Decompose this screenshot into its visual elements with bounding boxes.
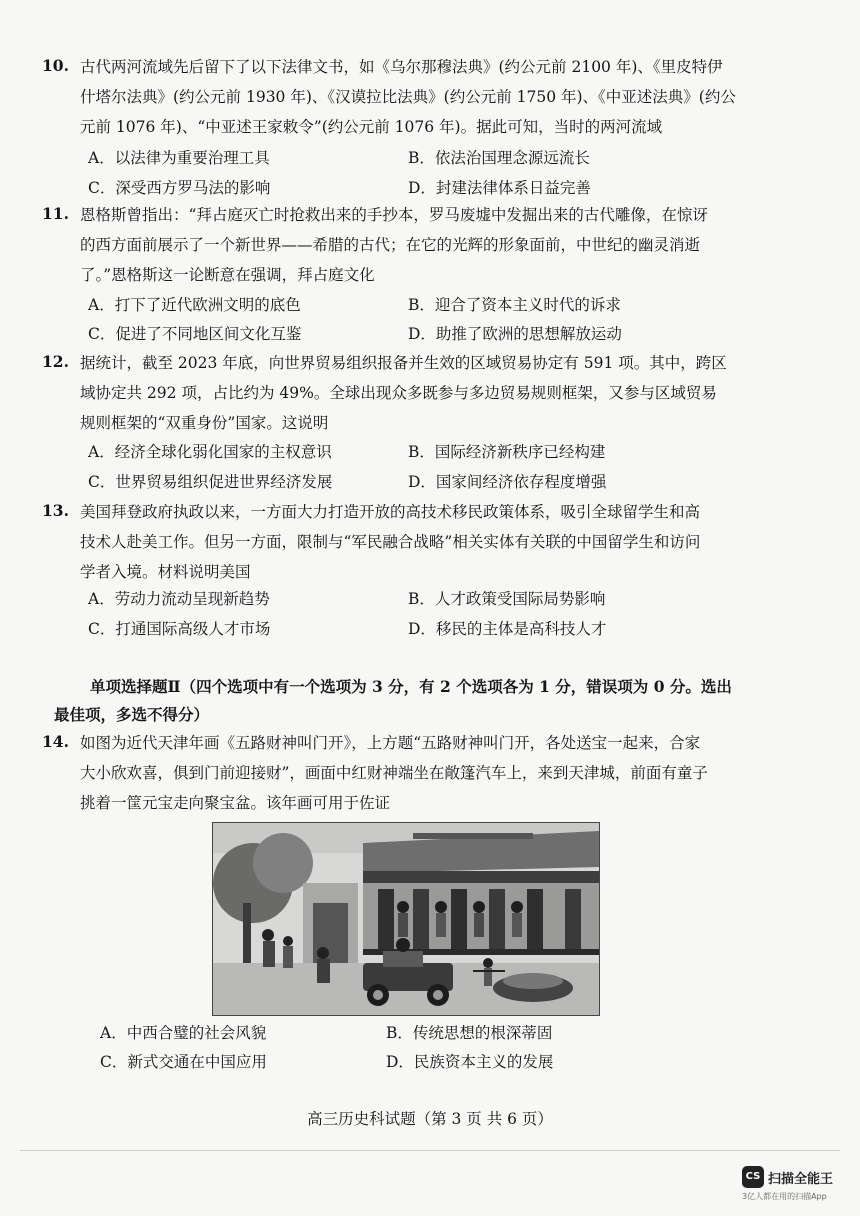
scanner-slogan: 3亿人都在用的扫描App	[742, 1192, 827, 1201]
option-c: C．世界贸易组织促进世界经济发展	[88, 473, 333, 491]
option-b: B．人才政策受国际局势影响	[408, 590, 606, 608]
question-text-line: 学者入境。材料说明美国	[80, 563, 251, 581]
question-text-line: 恩格斯曾指出：“拜占庭灭亡时抢救出来的手抄本，罗马废墟中发掘出来的古代雕像，在惊讶	[80, 206, 708, 224]
option-b: B．国际经济新秩序已经构建	[408, 443, 606, 461]
section-heading-line: 单项选择题Ⅱ（四个选项中有一个选项为 3 分，有 2 个选项各为 1 分，错误项为 0 分。选出	[90, 677, 732, 696]
option-b: B．依法治国理念源远流长	[408, 149, 590, 167]
page-footer: 高三历史科试题（第 3 页 共 6 页）	[307, 1110, 553, 1128]
option-c: C．新式交通在中国应用	[100, 1053, 267, 1071]
question-text-line: 挑着一筐元宝走向聚宝盆。该年画可用于佐证	[80, 794, 391, 812]
scanner-badge-icon: CS	[742, 1166, 764, 1188]
question-number: 10.	[42, 56, 69, 75]
scanner-logo	[742, 1166, 842, 1206]
question-number: 12.	[42, 352, 69, 371]
question-text-line: 古代两河流域先后留下了以下法律文书，如《乌尔那穆法典》(约公元前 2100 年)、《里皮特伊	[80, 58, 723, 76]
option-a: A．打下了近代欧洲文明的底色	[88, 296, 301, 314]
option-d: D．国家间经济依存程度增强	[408, 473, 607, 491]
question-number: 14.	[42, 732, 69, 751]
option-d: D．移民的主体是高科技人才	[408, 620, 607, 638]
question-number: 13.	[42, 501, 69, 520]
option-a: A．劳动力流动呈现新趋势	[88, 590, 270, 608]
scanner-brand: 扫描全能王	[768, 1172, 834, 1187]
option-d: D．封建法律体系日益完善	[408, 179, 591, 197]
option-a: A．以法律为重要治理工具	[88, 149, 270, 167]
footer-divider	[20, 1150, 840, 1151]
option-c: C．打通国际高级人才市场	[88, 620, 271, 638]
question-text-line: 的西方面前展示了一个新世界——希腊的古代；在它的光辉的形象面前，中世纪的幽灵消逝	[80, 236, 701, 254]
new-year-painting-image	[212, 822, 600, 1016]
option-d: D．助推了欧洲的思想解放运动	[408, 325, 622, 343]
option-a: A．中西合璧的社会风貌	[100, 1024, 267, 1042]
option-c: C．深受西方罗马法的影响	[88, 179, 271, 197]
option-d: D．民族资本主义的发展	[386, 1053, 554, 1071]
option-a: A．经济全球化弱化国家的主权意识	[88, 443, 332, 461]
question-text-line: 美国拜登政府执政以来，一方面大力打造开放的高技术移民政策体系，吸引全球留学生和高	[80, 503, 701, 521]
option-c: C．促进了不同地区间文化互鉴	[88, 325, 302, 343]
question-text-line: 了。”恩格斯这一论断意在强调，拜占庭文化	[80, 266, 375, 284]
option-b: B．迎合了资本主义时代的诉求	[408, 296, 621, 314]
question-text-line: 大小欣欢喜，俱到门前迎接财”，画面中红财神端坐在敞篷汽车上，来到天津城，前面有童子	[80, 764, 708, 782]
question-number: 11.	[42, 204, 69, 223]
question-text-line: 域协定共 292 项，占比约为 49%。全球出现众多既参与多边贸易规则框架，又参与区域贸易	[80, 384, 717, 402]
question-text-line: 如图为近代天津年画《五路财神叫门开》，上方题“五路财神叫门开，各处送宝一起来，合家	[80, 734, 701, 752]
question-text-line: 技术人赴美工作。但另一方面，限制与“军民融合战略”相关实体有关联的中国留学生和访问	[80, 533, 701, 551]
question-text-line: 元前 1076 年)、“中亚述王家敕令”(约公元前 1076 年)。据此可知，当时的两河流域	[80, 118, 663, 136]
question-text-line: 规则框架的“双重身份”国家。这说明	[80, 414, 329, 432]
question-text-line: 什塔尔法典》(约公元前 1930 年)、《汉谟拉比法典》(约公元前 1750 年)、《中亚述法典》(约公	[80, 88, 736, 106]
section-heading-cont	[54, 700, 774, 730]
section-heading-line: 最佳项，多选不得分）	[54, 705, 210, 724]
question-text-line: 据统计，截至 2023 年底，向世界贸易组织报备并生效的区域贸易协定有 591 项。其中，跨区	[80, 354, 727, 372]
option-b: B．传统思想的根深蒂固	[386, 1024, 553, 1042]
section-heading	[90, 672, 810, 702]
